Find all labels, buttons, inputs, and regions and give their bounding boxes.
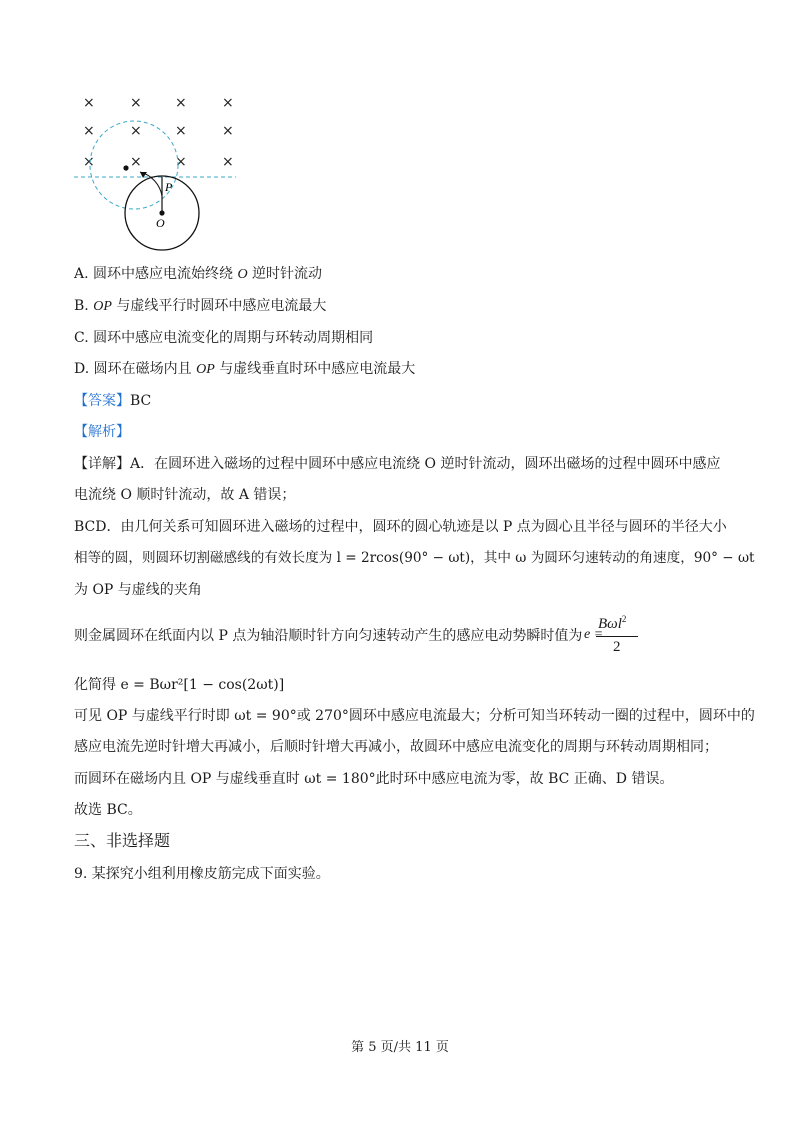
fraction-denominator: 2 [613, 639, 621, 655]
detail-line-4: 相等的圆，则圆环切割磁感线的有效长度为 l = 2rcos(90° − ωt)，其中 ω 为圆环匀速转动的角速度，90° − ωt [74, 550, 755, 566]
field-cross-icon: × [222, 95, 234, 111]
center-o-dot [159, 210, 164, 215]
option-d-letter: D. [74, 361, 90, 377]
emf-fraction [584, 612, 654, 660]
detail-line-11: 故选 BC。 [74, 802, 142, 818]
option-a [74, 264, 322, 285]
option-c-letter: C. [74, 330, 89, 346]
option-c-text: 圆环中感应电流变化的周期与环转动周期相同 [93, 330, 374, 346]
fraction-lhs: e = [584, 627, 604, 642]
answer-line [74, 391, 151, 411]
option-a-text-3: 逆时针流动 [247, 266, 323, 282]
option-b-letter: B. [74, 298, 89, 314]
field-cross-icon: × [222, 154, 234, 170]
label-p: P [165, 180, 173, 194]
page-footer: 第 5 页/共 11 页 [351, 1040, 449, 1055]
detail-line-9: 感应电流先逆时针增大再减小，后顺时针增大再减小，故圆环中感应电流变化的周期与环转动周期相同； [74, 739, 718, 755]
field-cross-icon: × [83, 123, 95, 139]
question-9: 9. 某探究小组利用橡皮筋完成下面实验。 [74, 866, 330, 882]
detail-line-8: 可见 OP 与虚线平行时即 ωt = 90°或 270°圆环中感应电流最大；分析可知当环转动一圈的过程中，圆环中的 [74, 708, 755, 724]
option-d-text-3: 与虚线垂直时环中感应电流最大 [214, 361, 416, 377]
magnetic-field-crosses [83, 95, 234, 170]
analysis-label: 【解析】 [74, 424, 130, 440]
option-b [74, 296, 326, 317]
field-cross-icon: × [175, 154, 187, 170]
option-b-text-1: OP [93, 299, 112, 314]
physics-figure [70, 88, 250, 254]
field-cross-icon: × [175, 95, 187, 111]
answer-label: 【答案】 [74, 393, 130, 409]
option-d [74, 359, 415, 380]
detail-line-2: 电流绕 O 顺时针流动，故 A 错误； [74, 487, 296, 503]
field-cross-icon: × [83, 154, 95, 170]
detail-line-1 [74, 454, 721, 474]
field-cross-icon: × [222, 123, 234, 139]
detail-line-3: BCD．由几何关系可知圆环进入磁场的过程中，圆环的圆心轨迹是以 P 点为圆心且半径与圆环的半径大小 [74, 519, 727, 535]
option-a-text-1: 圆环中感应电流始终绕 [93, 266, 238, 282]
field-cross-icon: × [175, 123, 187, 139]
label-o: O [156, 216, 165, 230]
detail-line-5: 为 OP 与虚线的夹角 [74, 582, 202, 598]
option-c [74, 328, 373, 348]
detail-label: 【详解】 [74, 456, 130, 472]
answer-value: BC [130, 393, 152, 409]
detail-text-1: A．在圆环进入磁场的过程中圆环中感应电流绕 O 逆时针流动，圆环出磁场的过程中圆环中感应 [130, 456, 721, 472]
detail-line-6: 则金属圆环在纸面内以 P 点为轴沿顺时针方向匀速转动产生的感应电动势瞬时值为 [74, 628, 583, 644]
trajectory-center-dot [123, 165, 128, 170]
magnetic-field-diagram [70, 88, 250, 254]
fraction-numerator [598, 614, 626, 633]
field-cross-icon: × [130, 95, 142, 111]
detail-line-7: 化简得 e = Bωr²[1 − cos(2ωt)] [74, 677, 285, 693]
option-a-text-2: O [237, 267, 248, 282]
option-b-text-2: 与虚线平行时圆环中感应电流最大 [111, 298, 327, 314]
option-d-text-1: 圆环在磁场内且 [93, 361, 197, 377]
option-a-letter: A. [74, 266, 89, 282]
fraction-bar [596, 636, 638, 637]
field-cross-icon: × [83, 95, 95, 111]
section-heading: 三、非选择题 [74, 831, 171, 850]
field-cross-icon: × [130, 154, 142, 170]
fraction-numerator-text: Bωl [598, 616, 622, 632]
fraction-exponent: 2 [621, 614, 627, 624]
option-d-text-2: OP [196, 362, 215, 377]
field-cross-icon: × [130, 123, 142, 139]
detail-line-10: 而圆环在磁场内且 OP 与虚线垂直时 ωt = 180°此时环中感应电流为零，故 BC 正确、D 错误。 [74, 771, 674, 787]
